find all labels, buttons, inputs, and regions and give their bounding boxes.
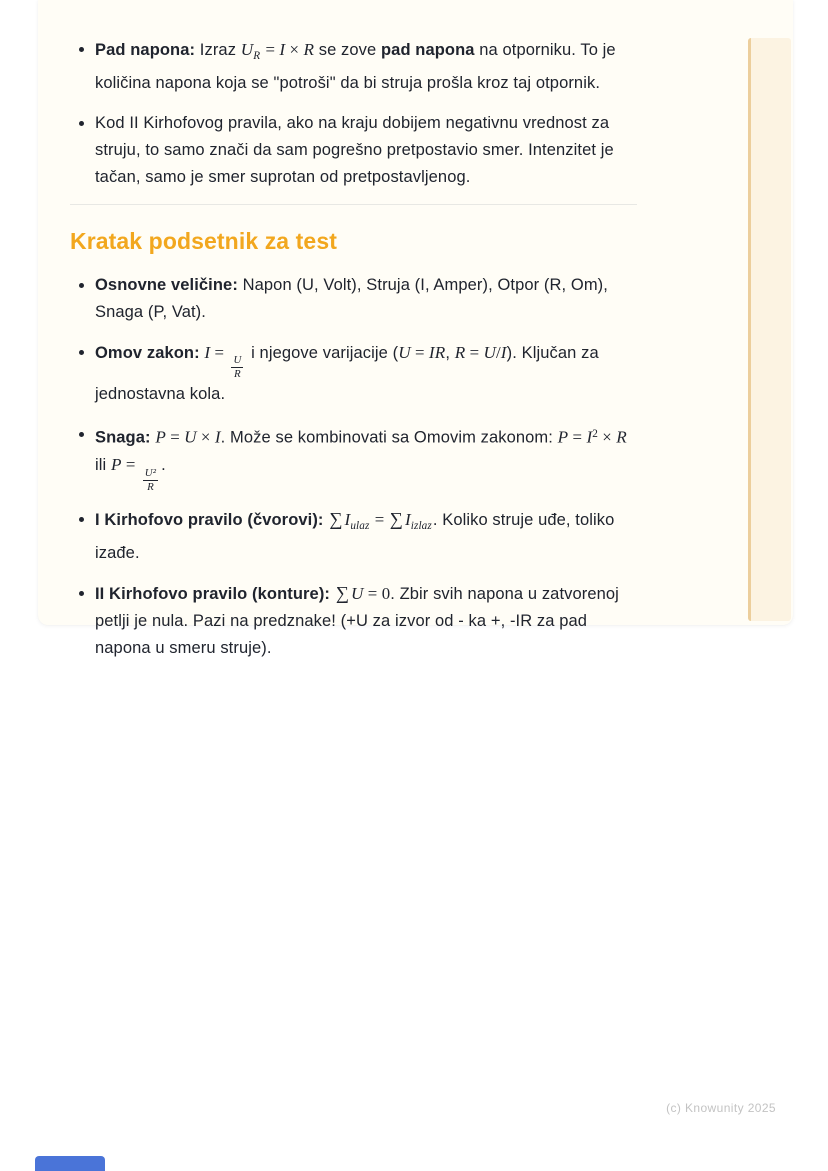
math-fraction: $\frac{\text{U²}}{R}$ (144, 466, 157, 493)
text-segment: P (557, 427, 569, 447)
text-segment: ∑ (329, 509, 343, 530)
text-segment: . Koliko struje uđe, toliko izađe. (95, 511, 615, 563)
text-segment: = (410, 342, 429, 362)
text-segment: Omov zakon: (95, 343, 200, 362)
text-segment: i njegove varijacije ( (246, 343, 399, 362)
text-segment: I (500, 342, 507, 362)
list-item-kirhofovo-napomena (70, 110, 642, 191)
text-segment: ∑ (389, 509, 403, 530)
text-segment: Izraz (195, 41, 241, 59)
list-item-osnovne-velicine (70, 272, 642, 326)
text-segment: I (404, 510, 411, 530)
text-segment: U (351, 584, 364, 604)
text-segment: U (240, 40, 254, 59)
text-segment: I Kirhofovo pravilo (čvorovi): (95, 511, 324, 530)
text-segment: , (445, 343, 455, 362)
section-divider (70, 204, 637, 205)
text-segment: IR (428, 342, 446, 362)
page-content (70, 0, 642, 662)
text-segment: I (279, 40, 286, 59)
text-segment: = (261, 40, 280, 59)
list-item-prvo-kirhofovo (70, 506, 642, 567)
math-fraction: $\frac{U}{R}$ (233, 354, 242, 380)
text-segment: ulaz (350, 520, 370, 533)
text-segment: R (253, 49, 261, 62)
list-item-snaga (70, 421, 642, 494)
text-segment: ). Ključan za jednostavna kola. (95, 343, 599, 403)
text-segment: = (165, 427, 185, 447)
bookmark-stripe (748, 38, 791, 621)
text-segment: U (398, 342, 411, 362)
text-segment: . (161, 456, 166, 475)
text-segment: × (196, 427, 215, 447)
text-segment: × (598, 427, 617, 447)
text-segment: se zove (314, 41, 381, 59)
text-segment: Pad napona: (95, 41, 196, 59)
text-segment: . Zbir svih napona u zatvorenoj petlji je nula. Pazi na predznake! (+U za izvor od - ka +, -IR za pad napona u smeru struje). (95, 585, 619, 658)
text-segment: = (465, 342, 484, 362)
text-segment: = (370, 510, 389, 530)
next-page-header-peek (35, 1156, 105, 1171)
section-heading: Kratak podsetnik za test (70, 227, 337, 254)
text-segment: P (155, 427, 166, 447)
text-segment: U (483, 342, 497, 362)
text-segment: I (204, 342, 211, 362)
text-segment (330, 585, 335, 603)
text-segment: Napon (U, Volt), Struja (I, Amper), Otpor (R, Om), Snaga (P, Vat). (95, 275, 608, 321)
list-item-pad-napona (70, 36, 642, 97)
notes-list (70, 36, 642, 191)
summary-list (70, 272, 642, 662)
text-segment: pad napona (380, 41, 475, 59)
text-segment: I (214, 427, 221, 447)
text-segment: = (568, 427, 587, 447)
copyright-text: (c) Knowunity 2025 (666, 1101, 776, 1115)
text-segment: I (586, 427, 593, 447)
text-segment: R (616, 427, 627, 447)
text-segment: / (496, 342, 501, 362)
text-segment: ili (95, 456, 111, 475)
text-segment: × (285, 40, 304, 59)
text-segment: I (344, 510, 351, 530)
text-segment: = 0 (363, 584, 391, 604)
text-segment: U (184, 427, 197, 447)
text-segment: na otporniku. To je količina napona koja se "potroši" da bi struja prošla kroz taj otpornik. (95, 41, 616, 92)
text-segment: . Može se kombinovati sa Omovim zakonom: (220, 428, 558, 447)
text-segment (324, 511, 329, 529)
text-segment: P (110, 455, 122, 475)
text-segment: = (210, 342, 229, 362)
list-item-omov-zakon (70, 339, 642, 408)
list-item-drugo-kirhofovo (70, 580, 642, 662)
text-segment: II Kirhofovo pravilo (konture): (95, 585, 331, 604)
text-segment: ∑ (335, 583, 349, 604)
text-segment: Snaga: (95, 428, 151, 447)
document-page-card (38, 0, 793, 658)
text-segment: Kod II Kirhofovog pravila, ako na kraju dobijem negativnu vrednost za struju, to samo znači da sam pogrešno pretpostavio smer. Intenzitet je tačan, samo je smer suprotan od pretpostavljenog. (95, 113, 614, 186)
text-segment: = (121, 455, 140, 475)
text-segment: 2 (592, 427, 598, 440)
text-segment: R (454, 342, 466, 362)
text-segment: R (303, 40, 315, 59)
text-segment: izlaz (410, 520, 432, 533)
text-segment: Osnovne veličine: (95, 275, 238, 294)
